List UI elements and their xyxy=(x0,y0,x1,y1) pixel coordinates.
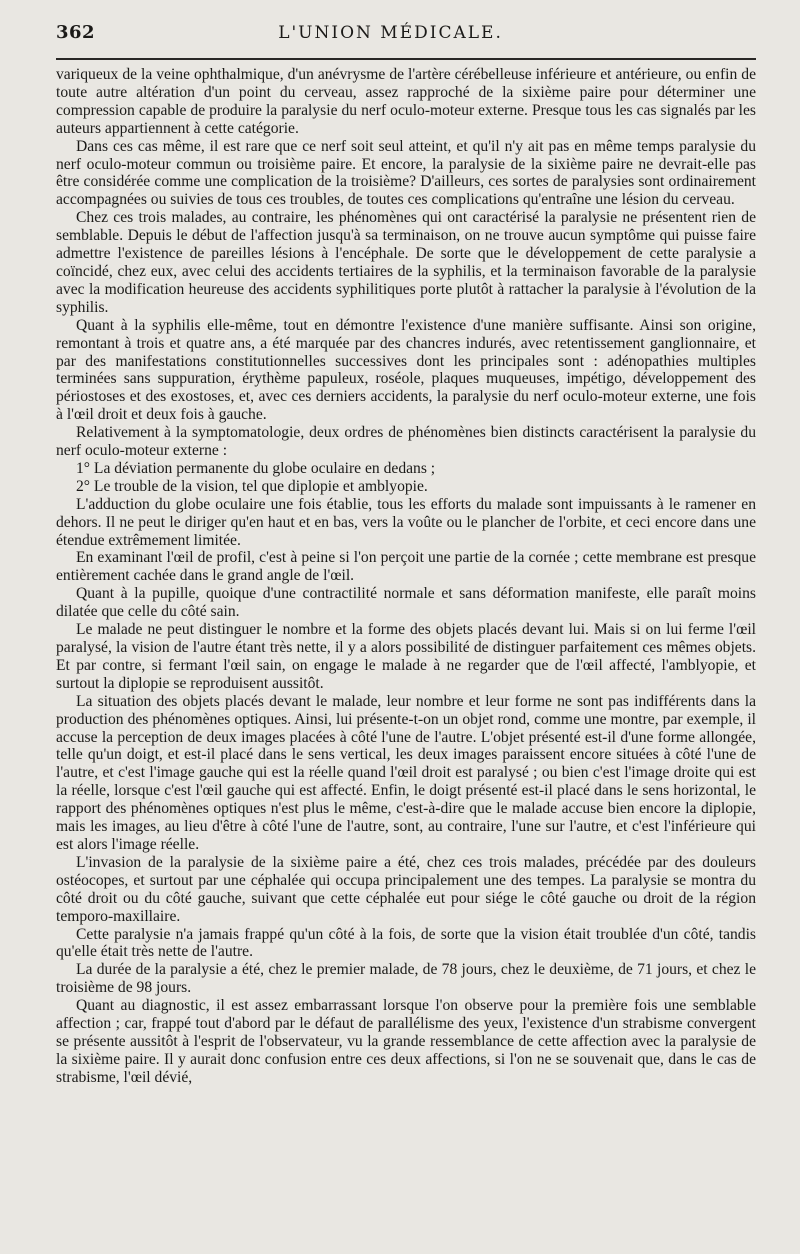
paragraph: En examinant l'œil de profil, c'est à peine si l'on perçoit une partie de la cornée ; cette membrane est presque entièrement cachée dans le grand angle de l'œil. xyxy=(56,549,756,585)
paragraph: Quant à la syphilis elle-même, tout en démontre l'existence d'une manière suffisante. Ainsi son origine, remontant à trois et quatre ans, a été marquée par des chancres indurés, avec retentissement ganglionnaire, et par des manifestations constitutionnelles successives dont les principales sont : adénopathies multiples terminées sans suppuration, érythème papuleux, roséole, plaques muqueuses, impétigo, développement des périostoses et des exostoses, et, avec ces derniers accidents, la paralysie du nerf oculo-moteur externe, une fois à l'œil droit et deux fois à gauche. xyxy=(56,316,756,424)
page-number: 362 xyxy=(56,22,96,43)
paragraph: Cette paralysie n'a jamais frappé qu'un côté à la fois, de sorte que la vision était troublée d'un côté, tandis qu'elle était très nette de l'autre. xyxy=(56,925,756,961)
paragraph: Chez ces trois malades, au contraire, les phénomènes qui ont caractérisé la paralysie ne présentent rien de semblable. Depuis le début de l'affection jusqu'à sa terminaison, on ne trouve aucun symptôme qui puisse faire admettre l'existence de pareilles lésions à l'encéphale. De sorte que le développement de cette paralysie a coïncidé, chez eux, avec celui des accidents tertiaires de la syphilis, et la terminaison favorable de la paralysie avec la modification heureuse des accidents syphilitiques porte plutôt à rattacher la paralysie à l'évolution de la syphilis. xyxy=(56,209,756,316)
paragraph: L'adduction du globe oculaire une fois établie, tous les efforts du malade sont impuissants à le ramener en dehors. Il ne peut le diriger qu'en haut et en bas, vers la voûte ou le plancher de l'orbite, et ceci encore dans une étendue extrêmement limitée. xyxy=(56,495,756,549)
paragraph: Relativement à la symptomatologie, deux ordres de phénomènes bien distincts caractérisent la paralysie du nerf oculo-moteur externe : xyxy=(56,424,756,460)
header-rule xyxy=(56,58,756,60)
paragraph: Quant à la pupille, quoique d'une contractilité normale et sans déformation manifeste, elle paraît moins dilatée que celle du côté sain. xyxy=(56,585,756,621)
paragraph: Le malade ne peut distinguer le nombre et la forme des objets placés devant lui. Mais si on lui ferme l'œil paralysé, la vision de l'autre étant très nette, il y a alors possibilité de distinguer parfaitement ces mêmes objets. Et par contre, si fermant l'œil sain, on engage le malade à ne regarder que de l'œil affecté, l'amblyopie, et surtout la diplopie se reproduisent aussitôt. xyxy=(56,621,756,692)
running-title: L'UNION MÉDICALE. xyxy=(278,23,503,43)
list-item: 2° Le trouble de la vision, tel que diplopie et amblyopie. xyxy=(76,477,428,495)
paragraph: L'invasion de la paralysie de la sixième paire a été, chez ces trois malades, précédée par des douleurs ostéocopes, et surtout par une céphalée qui occupa principalement une des tempes. La paralysie se montra du côté droit ou du côté gauche, suivant que cette céphalée eut pour siége le côté gauche ou droit de la région temporo-maxillaire. xyxy=(56,853,756,925)
page-header xyxy=(56,22,756,52)
paragraph: Dans ces cas même, il est rare que ce nerf soit seul atteint, et qu'il n'y ait pas en même temps paralysie du nerf oculo-moteur commun ou troisième paire. Et encore, la paralysie de la sixième paire ne devrait-elle pas être considérée comme une complication de la troisième? D'ailleurs, ces sortes de paralysies sont ordinairement accompagnées ou suivies de tous ces troubles, de toutes ces complications qu'entraîne une lésion du cerveau. xyxy=(56,137,756,209)
paragraph: variqueux de la veine ophthalmique, d'un anévrysme de l'artère cérébelleuse inférieure et antérieure, ou enfin de toute autre altération d'un point du cerveau, assez rapproché de la sixième paire pour déterminer une compression capable de produire la paralysie du nerf oculo-moteur externe. Presque tous les cas signalés par les auteurs appartiennent à cette catégorie. xyxy=(56,66,756,137)
paragraph: La situation des objets placés devant le malade, leur nombre et leur forme ne sont pas indifférents dans la production des phénomènes optiques. Ainsi, lui présente-t-on un objet rond, comme une montre, par exemple, il accuse la perception de deux images placées à côté l'une de l'autre. L'objet présenté est-il d'une forme allongée, telle qu'un doigt, et est-il placé dans le sens vertical, les deux images paraissent encore situées à côté l'une de l'autre, et c'est l'image gauche qui est la réelle quand l'œil droit est paralysé ; ou bien c'est l'image droite qui est la réelle, lorsque c'est l'œil gauche qui est affecté. Enfin, le doigt présenté est-il placé dans le sens horizontal, le rapport des phénomènes optiques n'est plus le même, c'est-à-dire que le malade accuse bien encore la diplopie, mais les images, au lieu d'être à côté l'une de l'autre, sont, au contraire, l'une sur l'autre, et c'est l'inférieure qui est alors l'image réelle. xyxy=(56,692,756,853)
paragraph: Quant au diagnostic, il est assez embarrassant lorsque l'on observe pour la première fois une semblable affection ; car, frappé tout d'abord par le défaut de parallélisme des yeux, l'existence d'un strabisme convergent se présente aussitôt à l'esprit de l'observateur, vu la grande ressemblance de cette affection avec la paralysie de la sixième paire. Il y aurait donc confusion entre ces deux affections, si l'on ne se souvenait que, dans le cas de strabisme, l'œil dévié, xyxy=(56,997,756,1086)
body-text xyxy=(56,66,756,1087)
list-item: 1° La déviation permanente du globe oculaire en dedans ; xyxy=(76,459,436,477)
paragraph: La durée de la paralysie a été, chez le premier malade, de 78 jours, chez le deuxième, de 71 jours, et chez le troisième de 98 jours. xyxy=(56,961,756,997)
